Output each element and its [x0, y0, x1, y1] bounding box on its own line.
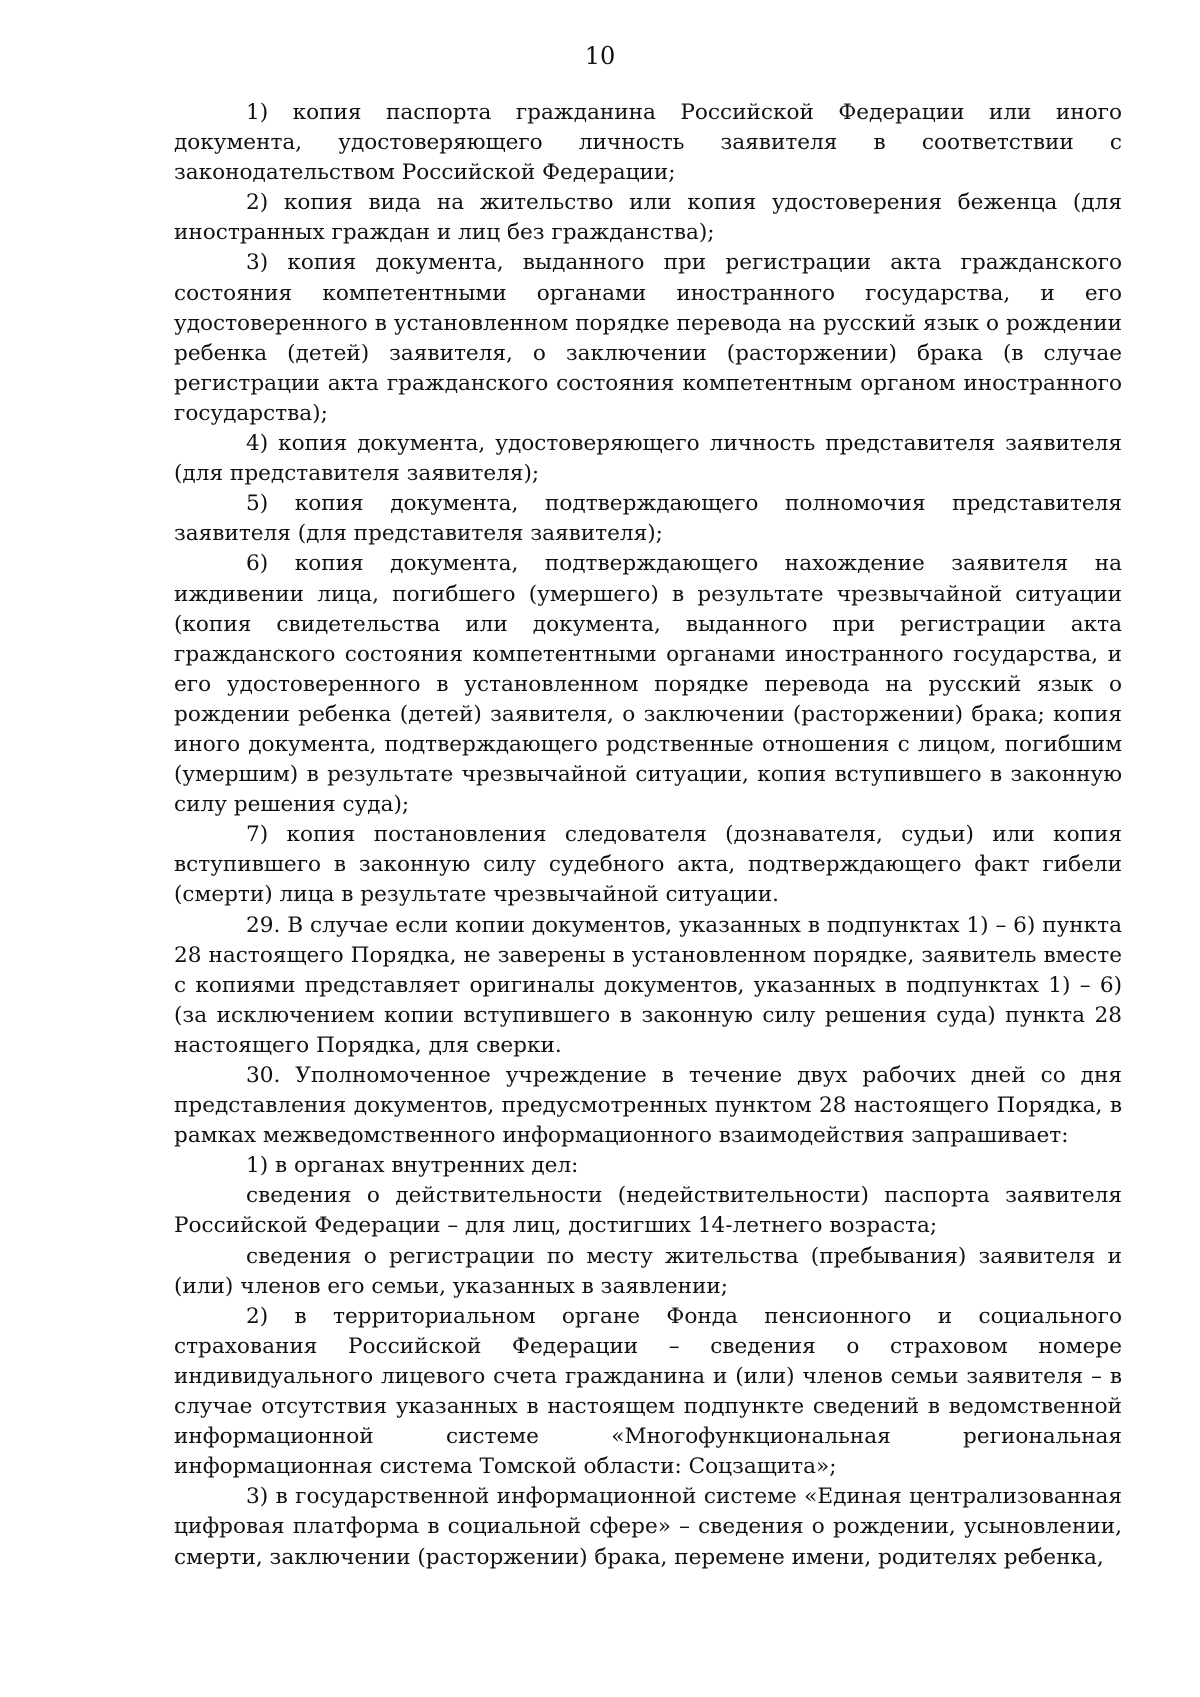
paragraph-item-6: 6) копия документа, подтверждающего нахождение заявителя на иждивении лица, погибшего (умершего) в результате чрезвычайной ситуации (копия свидетельства или документа, выданного при регистрации акта гражданского состояния компетентными органами иностранного государства, и его удостоверенного в установленном порядке перевода на русский язык о рождении ребенка (детей) заявителя, о заключении (расторжении) брака; копия иного документа, подтверждающего родственные отношения с лицом, погибшим (умершим) в результате чрезвычайной ситуации, копия вступившего в законную силу решения суда); [174, 551, 1122, 818]
page-number: 10 [584, 42, 616, 70]
paragraph-item-1: 1) копия паспорта гражданина Российской Федерации или иного документа, удостоверяющего личность заявителя в соответствии с законодательством Российской Федерации; [174, 100, 1122, 186]
paragraph-30-item-3: 3) в государственной информационной системе «Единая централизованная цифровая платформа в социальной сфере» – сведения о рождении, усыновлении, смерти, заключении (расторжении) брака, перемене имени, родителях ребенка, [174, 1484, 1122, 1570]
paragraph-30-item-1-b: сведения о регистрации по месту жительства (пребывания) заявителя и (или) членов его семьи, указанных в заявлении; [174, 1243, 1122, 1299]
paragraph-item-4: 4) копия документа, удостоверяющего личность представителя заявителя (для представителя заявителя); [174, 431, 1122, 487]
document-body [174, 98, 1122, 1573]
paragraph-29: 29. В случае если копии документов, указанных в подпунктах 1) – 6) пункта 28 настоящего Порядка, не заверены в установленном порядке, заявитель вместе с копиями представляет оригиналы документов, указанных в подпунктах 1) – 6) (за исключением копии вступившего в законную силу решения суда) пункта 28 настоящего Порядка, для сверки. [174, 912, 1122, 1058]
paragraph-item-2: 2) копия вида на жительство или копия удостоверения беженца (для иностранных граждан и лиц без гражданства); [174, 190, 1122, 246]
paragraph-item-5: 5) копия документа, подтверждающего полномочия представителя заявителя (для представителя заявителя); [174, 491, 1122, 547]
paragraph-item-7: 7) копия постановления следователя (дознавателя, судьи) или копия вступившего в законную силу судебного акта, подтверждающего факт гибели (смерти) лица в результате чрезвычайной ситуации. [174, 822, 1122, 908]
paragraph-30: 30. Уполномоченное учреждение в течение двух рабочих дней со дня представления документов, предусмотренных пунктом 28 настоящего Порядка, в рамках межведомственного информационного взаимодействия запрашивает: [174, 1063, 1122, 1149]
paragraph-30-item-2: 2) в территориальном органе Фонда пенсионного и социального страхования Российской Федерации – сведения о страховом номере индивидуального лицевого счета гражданина и (или) членов семьи заявителя – в случае отсутствия указанных в настоящем подпункте сведений в ведомственной информационной системе «Многофункциональная региональная информационная система Томской области: Соцзащита»; [174, 1303, 1122, 1480]
paragraph-30-item-1: 1) в органах внутренних дел: [246, 1153, 579, 1179]
paragraph-item-3: 3) копия документа, выданного при регистрации акта гражданского состояния компетентными органами иностранного государства, и его удостоверенного в установленном порядке перевода на русский язык о рождении ребенка (детей) заявителя, о заключении (расторжении) брака (в случае регистрации акта гражданского состояния компетентным органом иностранного государства); [174, 250, 1122, 426]
paragraph-30-item-1-a: сведения о действительности (недействительности) паспорта заявителя Российской Федерации – для лиц, достигших 14-летнего возраста; [174, 1183, 1122, 1239]
